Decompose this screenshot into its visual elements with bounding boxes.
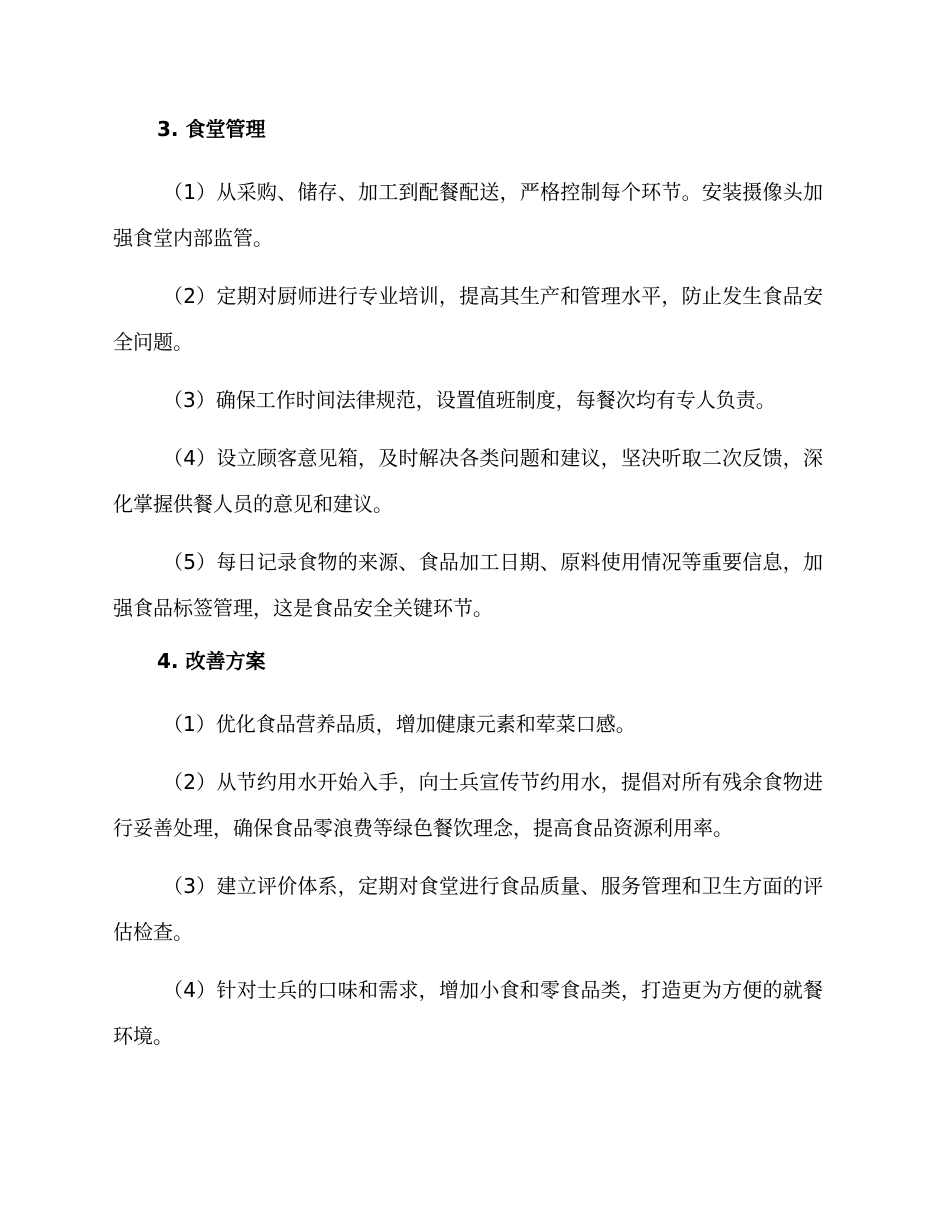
paragraph: （1）从采购、储存、加工到配餐配送，严格控制每个环节。安装摄像头加强食堂内部监管。 — [113, 180, 823, 250]
paragraph: （2）从节约用水开始入手，向士兵宣传节约用水，提倡对所有残余食物进行妥善处理，确保食品零浪费等绿色餐饮理念，提高食品资源利用率。 — [113, 770, 823, 840]
paragraph: （1）优化食品营养品质，增加健康元素和荤菜口感。 — [163, 712, 636, 736]
section-improvement-plan — [113, 643, 823, 1059]
section-heading: 4. 改善方案 — [157, 649, 266, 673]
section-canteen-management — [113, 111, 823, 631]
paragraph: （3）确保工作时间法律规范，设置值班制度，每餐次均有专人负责。 — [163, 388, 776, 412]
paragraph: （4）设立顾客意见箱，及时解决各类问题和建议，坚决听取二次反馈，深化掌握供餐人员的意见和建议。 — [113, 446, 823, 516]
paragraph: （4）针对士兵的口味和需求，增加小食和零食品类，打造更为方便的就餐环境。 — [113, 978, 823, 1048]
section-heading: 3. 食堂管理 — [157, 117, 266, 141]
paragraph: （5）每日记录食物的来源、食品加工日期、原料使用情况等重要信息，加强食品标签管理，这是食品安全关键环节。 — [113, 550, 823, 620]
document-page — [113, 111, 823, 1071]
paragraph: （3）建立评价体系，定期对食堂进行食品质量、服务管理和卫生方面的评估检查。 — [113, 874, 823, 944]
paragraph: （2）定期对厨师进行专业培训，提高其生产和管理水平，防止发生食品安全问题。 — [113, 284, 823, 354]
